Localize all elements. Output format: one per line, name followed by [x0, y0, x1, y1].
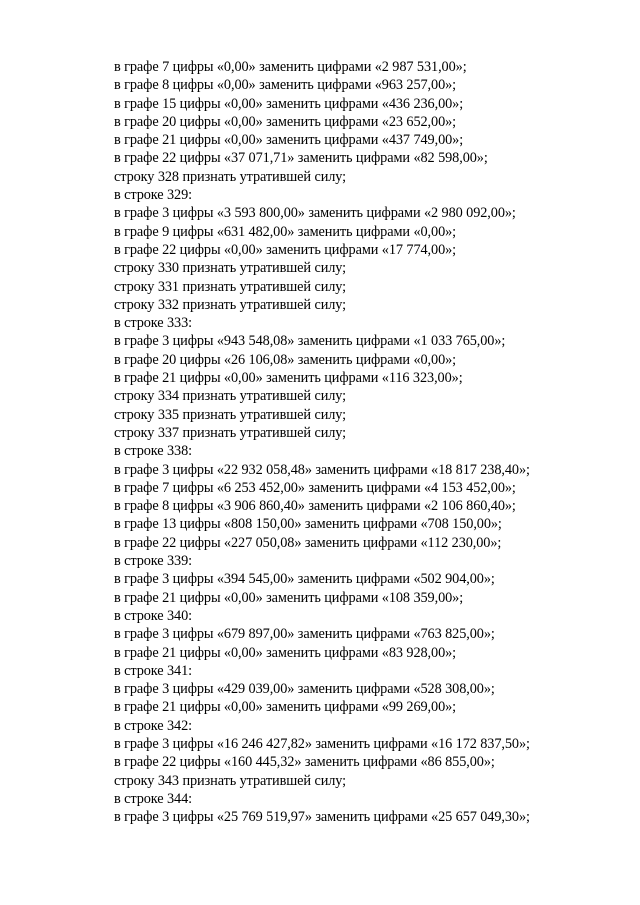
text-line: строку 343 признать утратившей силу; — [114, 772, 347, 789]
text-line: в графе 21 цифры «0,00» заменить цифрами «116 323,00»; — [114, 370, 463, 387]
text-line: в графе 20 цифры «26 106,08» заменить цифрами «0,00»; — [114, 351, 457, 368]
text-line: в графе 20 цифры «0,00» заменить цифрами «23 652,00»; — [114, 113, 457, 130]
text-line: строку 332 признать утратившей силу; — [114, 296, 347, 313]
text-line: в графе 21 цифры «0,00» заменить цифрами «108 359,00»; — [114, 589, 464, 606]
text-line: строку 337 признать утратившей силу; — [114, 424, 347, 441]
text-line: в графе 13 цифры «808 150,00» заменить цифрами «708 150,00»; — [114, 516, 502, 533]
text-line: в графе 15 цифры «0,00» заменить цифрами «436 236,00»; — [114, 95, 464, 112]
text-line: в графе 21 цифры «0,00» заменить цифрами «83 928,00»; — [114, 644, 457, 661]
text-line: в графе 8 цифры «0,00» заменить цифрами «963 257,00»; — [114, 77, 457, 94]
text-line: в графе 3 цифры «394 545,00» заменить цифрами «502 904,00»; — [114, 571, 495, 588]
section-heading: в строке 342: — [114, 717, 193, 734]
text-line: в графе 3 цифры «16 246 427,82» заменить цифрами «16 172 837,50»; — [114, 735, 530, 752]
text-line: в графе 22 цифры «160 445,32» заменить цифрами «86 855,00»; — [114, 754, 495, 771]
text-line: в графе 8 цифры «3 906 860,40» заменить цифрами «2 106 860,40»; — [114, 498, 516, 515]
section-heading: в строке 333: — [114, 315, 193, 332]
text-line: в графе 3 цифры «943 548,08» заменить цифрами «1 033 765,00»; — [114, 333, 506, 350]
text-line: в графе 3 цифры «429 039,00» заменить цифрами «528 308,00»; — [114, 681, 495, 698]
text-line: в графе 22 цифры «37 071,71» заменить цифрами «82 598,00»; — [114, 150, 488, 167]
text-line: в графе 3 цифры «22 932 058,48» заменить цифрами «18 817 238,40»; — [114, 461, 530, 478]
document-page — [114, 58, 614, 826]
text-line: в графе 3 цифры «679 897,00» заменить цифрами «763 825,00»; — [114, 626, 495, 643]
text-line: в графе 22 цифры «0,00» заменить цифрами «17 774,00»; — [114, 241, 457, 258]
text-line: в графе 21 цифры «0,00» заменить цифрами «437 749,00»; — [114, 132, 464, 149]
section-heading: в строке 340: — [114, 607, 193, 624]
text-line: в графе 3 цифры «3 593 800,00» заменить цифрами «2 980 092,00»; — [114, 205, 516, 222]
text-line: строку 335 признать утратившей силу; — [114, 406, 347, 423]
text-line: в графе 7 цифры «0,00» заменить цифрами «2 987 531,00»; — [114, 59, 467, 75]
text-line: в графе 9 цифры «631 482,00» заменить цифрами «0,00»; — [114, 223, 457, 240]
section-heading: в строке 338: — [114, 443, 193, 460]
text-line: строку 330 признать утратившей силу; — [114, 260, 347, 277]
text-line: в графе 21 цифры «0,00» заменить цифрами «99 269,00»; — [114, 699, 457, 716]
section-heading: в строке 341: — [114, 662, 193, 679]
text-line: в графе 22 цифры «227 050,08» заменить цифрами «112 230,00»; — [114, 534, 502, 551]
text-line: строку 328 признать утратившей силу; — [114, 168, 347, 185]
section-heading: в строке 344: — [114, 790, 193, 807]
section-heading: в строке 339: — [114, 553, 193, 570]
text-line: в графе 7 цифры «6 253 452,00» заменить цифрами «4 153 452,00»; — [114, 479, 516, 496]
text-line: в графе 3 цифры «25 769 519,97» заменить цифрами «25 657 049,30»; — [114, 809, 530, 826]
text-line: строку 334 признать утратившей силу; — [114, 388, 347, 405]
section-heading: в строке 329: — [114, 187, 193, 204]
text-line: строку 331 признать утратившей силу; — [114, 278, 347, 295]
